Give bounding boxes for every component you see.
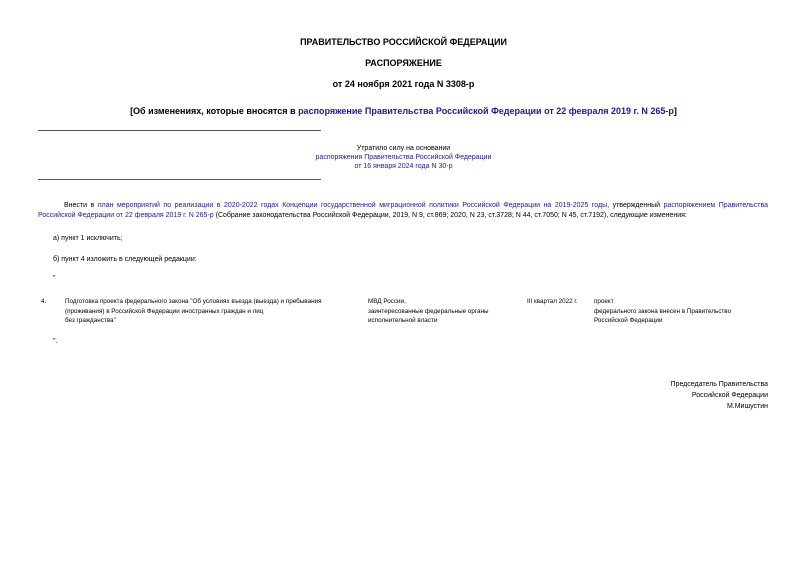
document-title	[0, 106, 807, 116]
repeal-act-link[interactable]: распоряжения Правительства Российской Федерации	[315, 154, 492, 161]
divider-top	[38, 130, 321, 131]
intro-text-c: (Собрание законодательства Российской Федерации, 2019, N 9, ст.869; 2020, N 23, ст.3728; N 44, ст.7050; N 45, ст.7192), следующие изменения:	[213, 212, 687, 219]
document-type: РАСПОРЯЖЕНИЕ	[365, 58, 442, 68]
result-line: Российской Федерации	[594, 317, 663, 324]
quote-open: "	[53, 275, 56, 282]
order-link[interactable]: распоряжением Правительства Российской Федерации от 22 февраля 2019 г. N 265-р	[38, 202, 768, 219]
repeal-act-date-link[interactable]: от 16 января 2024 года N 30-р	[354, 163, 453, 170]
government-title: ПРАВИТЕЛЬСТВО РОССИЙСКОЙ ФЕДЕРАЦИИ	[300, 37, 507, 47]
intro-text-b: , утвержденный	[607, 202, 664, 209]
intro-paragraph	[38, 201, 768, 221]
divider-bottom	[38, 179, 321, 180]
row-result	[594, 297, 731, 326]
amended-act-link[interactable]: распоряжение Правительства Российской Федерации от 22 февраля 2019 г. N 265-р	[298, 106, 674, 116]
executor-line: МВД России,	[368, 298, 406, 305]
quote-close: ".	[53, 338, 58, 345]
row-executors	[368, 297, 489, 326]
status-note-text: Утратило силу на основании	[356, 145, 451, 152]
signature-name: М.Мишустин	[726, 403, 768, 410]
measure-line: (проживания) в Российской Федерации иностранных граждан и лиц	[65, 307, 264, 315]
status-note	[0, 144, 807, 171]
item-b: б) пункт 4 изложить в следующей редакции:	[53, 256, 197, 263]
row-number: 4.	[41, 298, 47, 305]
measure-line: без гражданства"	[65, 317, 116, 324]
executor-line: исполнительной власти	[368, 317, 438, 324]
document-date-number: от 24 ноября 2021 года N 3308-р	[332, 79, 475, 89]
row-measure	[65, 297, 321, 326]
item-a: а) пункт 1 исключить;	[53, 235, 123, 242]
result-line: федерального закона внесен в Правительство	[594, 307, 732, 315]
row-term: III квартал 2022 г.	[527, 298, 578, 305]
result-line: проект	[594, 298, 614, 305]
signature-country: Российской Федерации	[691, 392, 768, 399]
plan-link[interactable]: план мероприятий по реализации в 2020-2022 годах Концепции государственной миграционной политики Российской Федерации на 2019-2025 годы	[97, 202, 608, 209]
title-open: [Об изменениях, которые вносятся в	[130, 106, 299, 116]
title-close: ]	[673, 106, 677, 116]
intro-text-a: Внести в	[64, 202, 98, 209]
signature-block	[671, 379, 768, 412]
executor-line: заинтересованные федеральные органы	[368, 307, 489, 315]
signature-position: Председатель Правительства	[670, 381, 768, 388]
measure-line: Подготовка проекта федерального закона "Об условиях въезда (выезда) и пребывания	[65, 298, 322, 305]
